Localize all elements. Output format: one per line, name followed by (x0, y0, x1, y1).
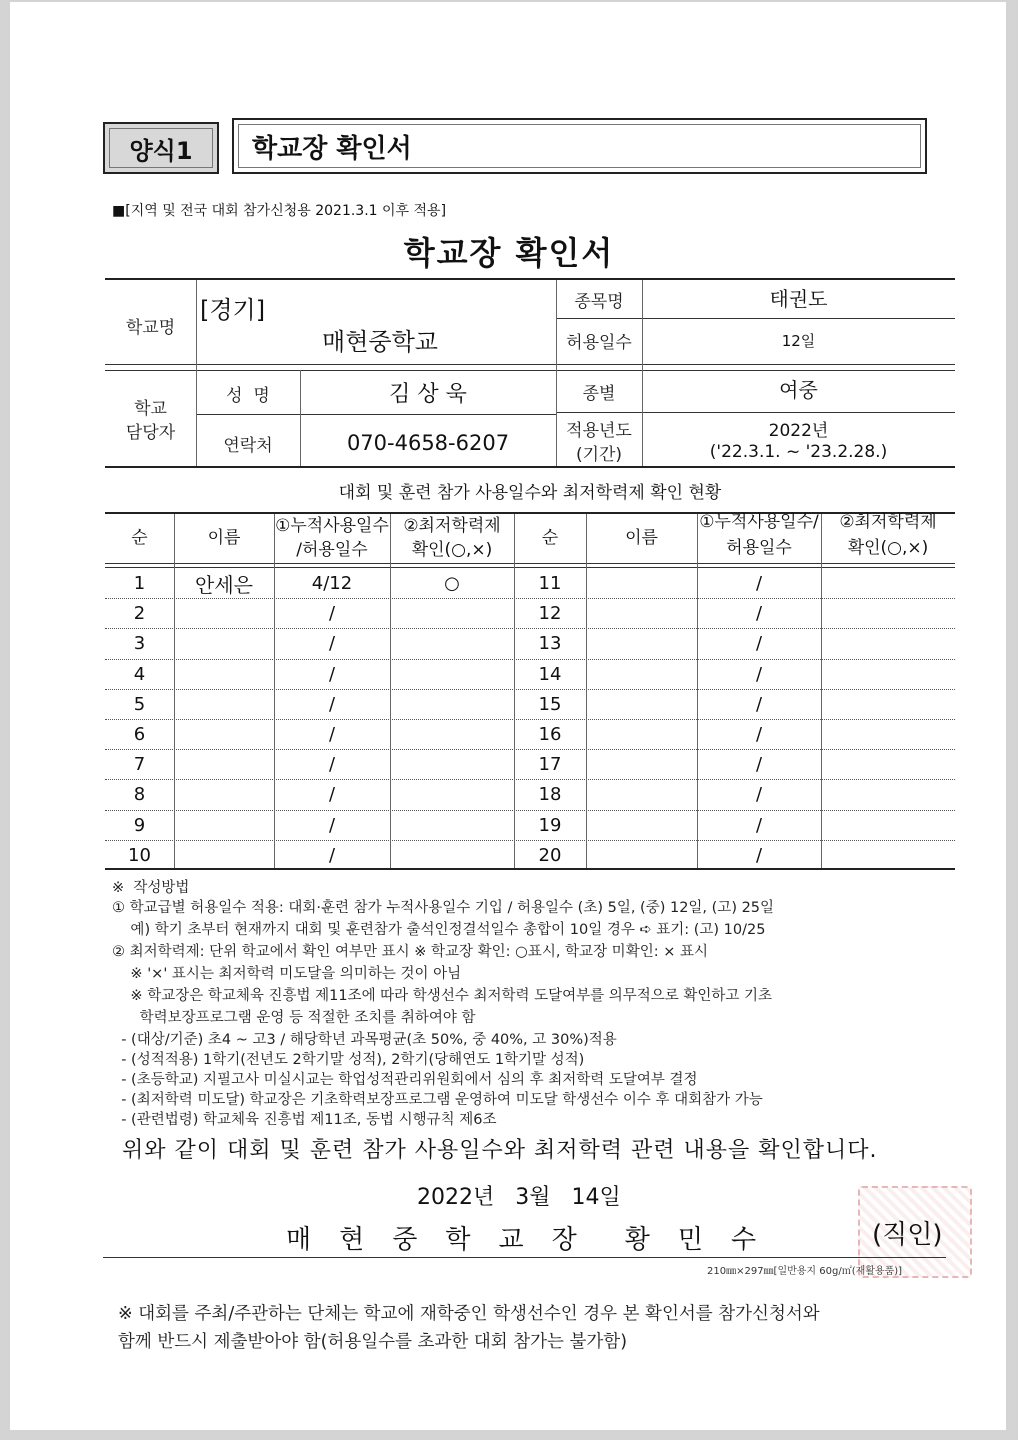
cell-days: / (328, 783, 336, 805)
cell-no: 19 (538, 814, 562, 836)
principal-char: 매 (286, 1225, 312, 1255)
note-line: ※ '×' 표시는 최저학력 미도달을 의미하는 것이 아님 (112, 966, 462, 982)
cell-name (174, 719, 274, 749)
form-number-label: 양식1 (129, 136, 193, 165)
cell-name (586, 779, 697, 809)
cell-no: 8 (133, 783, 146, 805)
paper-spec: 210㎜×297㎜[일반용지 60g/㎡(재활용품)] (707, 1266, 903, 1277)
scope-note: ■[지역 및 전국 대회 참가신청용 2021.3.1 이후 적용] (112, 203, 447, 219)
document-title: 학교장 확인서 (403, 234, 615, 272)
form-title-box (232, 118, 927, 174)
cell-days: 4/12 (311, 572, 353, 594)
cell-days: / (755, 663, 763, 685)
cell-check (821, 810, 955, 840)
cell-no: 5 (133, 693, 146, 715)
note-line: - (성적적용) 1학기(전년도 2학기말 성적), 2학기(당해연도 1학기말 성적) (112, 1052, 585, 1068)
header-name-left: 이름 (207, 528, 241, 549)
principal-char: 황 (624, 1225, 650, 1255)
cell-no: 10 (128, 844, 151, 866)
cell-name (174, 779, 274, 809)
header-days-left-l1: ①누적사용일수 (275, 515, 389, 536)
form-title: 학교장 확인서 (252, 133, 412, 164)
category-value: 여중 (779, 377, 818, 402)
manager-name-label: 성 명 (226, 385, 270, 406)
footer-note-line2: 함께 반드시 제출받아야 함(허용일수를 초과한 대회 참가는 불가함) (118, 1332, 628, 1352)
cell-no: 15 (538, 693, 562, 715)
manager-name: 김 상 욱 (389, 381, 467, 407)
cell-no: 20 (538, 844, 562, 866)
cell-no: 6 (133, 723, 146, 745)
cell-name (586, 810, 697, 840)
cell-check (821, 628, 955, 658)
header-check-right-l1: ②최저학력제 (839, 511, 937, 532)
cell-name (586, 749, 697, 779)
seal-label: (직인) (872, 1220, 943, 1250)
cell-check (390, 719, 514, 749)
school-label: 학교명 (125, 317, 176, 338)
cell-check (821, 689, 955, 719)
cell-name (586, 719, 697, 749)
cell-name (586, 568, 697, 598)
period-label-line1: 적용년도 (566, 420, 632, 441)
status-title: 대회 및 훈련 참가 사용일수와 최저학력제 확인 현황 (338, 483, 722, 503)
note-line: ① 학교급별 허용일수 적용: 대회·훈련 참가 누적사용일수 기입 / 허용일수 (초) 5일, (중) 12일, (고) 25일 (112, 900, 775, 916)
period-range: ('22.3.1. ~ '23.2.28.) (709, 442, 888, 462)
footer-note-line1: ※ 대회를 주최/주관하는 단체는 학교에 재학중인 학생선수인 경우 본 확인서를 참가신청서와 (118, 1304, 820, 1324)
principal-char: 현 (339, 1225, 365, 1255)
cell-check (390, 779, 514, 809)
form-number-tag (103, 122, 219, 174)
principal-char: 교 (498, 1225, 524, 1255)
cell-name (174, 689, 274, 719)
cell-no: 16 (538, 723, 562, 745)
principal-signature-line (286, 1219, 756, 1256)
cell-no: 2 (133, 602, 146, 624)
note-line: ※ 작성방법 (112, 880, 190, 896)
cell-check (821, 568, 955, 598)
cell-days: / (328, 844, 336, 866)
note-line: 예) 학기 초부터 현재까지 대회 및 훈련참가 출석인정결석일수 총합이 10일 경우 ➪ 표기: (고) 10/25 (112, 922, 766, 938)
period-label-line2: (기간) (575, 444, 623, 465)
cell-days: / (328, 663, 336, 685)
info-divider (196, 414, 556, 415)
cell-check (821, 659, 955, 689)
header-no-left: 순 (131, 528, 148, 549)
school-region: [경기] (200, 296, 266, 324)
note-line: - (초등학교) 지필고사 미실시교는 학업성적관리위원회에서 심의 후 최저학력 도달여부 결정 (112, 1072, 698, 1088)
signature-divider (103, 1257, 946, 1258)
cell-no: 13 (538, 632, 562, 654)
cell-no: 17 (538, 753, 562, 775)
note-line: - (대상/기준) 초4 ~ 고3 / 해당학년 과목평균(초 50%, 중 40%, 고 30%)적용 (112, 1032, 617, 1048)
cell-check (821, 719, 955, 749)
cell-name (174, 628, 274, 658)
cell-no: 4 (133, 663, 146, 685)
header-days-right-l2: 허용일수 (726, 537, 792, 558)
header-days-left-l2: /허용일수 (296, 539, 368, 560)
principal-char: 학 (445, 1225, 471, 1255)
cell-days: / (755, 602, 763, 624)
confirmation-date: 2022년 3월 14일 (417, 1185, 621, 1210)
cell-check (390, 840, 514, 870)
cell-days: / (328, 632, 336, 654)
cell-days: / (755, 814, 763, 836)
cell-check (821, 749, 955, 779)
cell-no: 7 (133, 753, 146, 775)
cell-days: / (755, 693, 763, 715)
cell-check: ○ (444, 572, 460, 594)
note-line: 학력보장프로그램 운영 등 적절한 조치를 취하여야 함 (112, 1010, 476, 1026)
cell-name (586, 659, 697, 689)
cell-check (390, 810, 514, 840)
header-check-left-l1: ②최저학력제 (403, 515, 501, 536)
principal-char: 수 (731, 1225, 757, 1255)
note-line: - (최저학력 미도달) 학교장은 기초학력보장프로그램 운영하여 미도달 학생선수 이수 후 대회참가 가능 (112, 1092, 763, 1108)
note-line: ※ 학교장은 학교체육 진흥법 제11조에 따라 학생선수 최저학력 도달여부를 의무적으로 확인하고 기초 (112, 988, 773, 1004)
cell-check (821, 598, 955, 628)
principal-char: 민 (677, 1225, 703, 1255)
header-check-right-l2: 확인(○,×) (847, 537, 929, 558)
allowed-days-label: 허용일수 (566, 332, 632, 353)
cell-name (174, 840, 274, 870)
cell-name (586, 598, 697, 628)
cell-name (586, 689, 697, 719)
note-line: - (관련법령) 학교체육 진흥법 제11조, 동법 시행규칙 제6조 (112, 1112, 497, 1128)
manager-label-line1: 학교 (134, 398, 167, 419)
cell-no: 12 (538, 602, 562, 624)
header-check-left-l2: 확인(○,×) (411, 539, 493, 560)
cell-name (174, 659, 274, 689)
cell-check (821, 840, 955, 870)
manager-contact-label: 연락처 (223, 435, 273, 456)
info-divider (556, 412, 955, 413)
cell-days: / (328, 723, 336, 745)
period-year: 2022년 (768, 420, 829, 441)
header-days-right-l1: ①누적사용일수/ (699, 511, 819, 532)
sport-value: 태권도 (769, 286, 828, 311)
sport-label: 종목명 (574, 291, 624, 312)
cell-no: 9 (133, 814, 146, 836)
cell-check (390, 689, 514, 719)
cell-name: 안세은 (195, 572, 253, 597)
cell-name (174, 810, 274, 840)
table-header-bottom (105, 563, 955, 564)
info-divider (105, 364, 955, 365)
cell-name (586, 840, 697, 870)
cell-days: / (755, 844, 763, 866)
header-no-right: 순 (541, 528, 559, 549)
cell-no: 14 (538, 663, 562, 685)
cell-no: 18 (538, 783, 562, 805)
cell-days: / (755, 753, 763, 775)
note-line: ② 최저학력제: 단위 학교에서 확인 여부만 표시 ※ 학교장 확인: ○표시, 학교장 미확인: × 표시 (112, 944, 708, 960)
cell-days: / (328, 693, 336, 715)
confirmation-statement: 위와 같이 대회 및 훈련 참가 사용일수와 최저학력 관련 내용을 확인합니다. (122, 1138, 878, 1163)
cell-no: 1 (133, 572, 146, 594)
cell-name (174, 598, 274, 628)
cell-days: / (328, 602, 336, 624)
principal-char: 중 (392, 1225, 418, 1255)
cell-days: / (755, 632, 763, 654)
school-name: 매현중학교 (322, 327, 438, 356)
cell-days: / (328, 814, 336, 836)
manager-contact: 070-4658-6207 (346, 431, 510, 455)
cell-name (586, 628, 697, 658)
cell-check (390, 598, 514, 628)
cell-days: / (328, 753, 336, 775)
cell-days: / (755, 572, 763, 594)
info-divider (556, 318, 955, 319)
cell-days: / (755, 783, 763, 805)
cell-no: 11 (538, 572, 562, 594)
info-bottom-border (105, 466, 955, 468)
principal-char: 장 (551, 1225, 577, 1255)
allowed-days-value: 12일 (781, 331, 816, 350)
cell-check (821, 779, 955, 809)
manager-label-line2: 담당자 (125, 422, 176, 443)
cell-check (390, 628, 514, 658)
cell-check (390, 659, 514, 689)
header-name-right: 이름 (625, 528, 658, 549)
cell-check (390, 749, 514, 779)
cell-days: / (755, 723, 763, 745)
category-label: 종별 (582, 383, 616, 404)
cell-name (174, 749, 274, 779)
cell-no: 3 (133, 632, 146, 654)
